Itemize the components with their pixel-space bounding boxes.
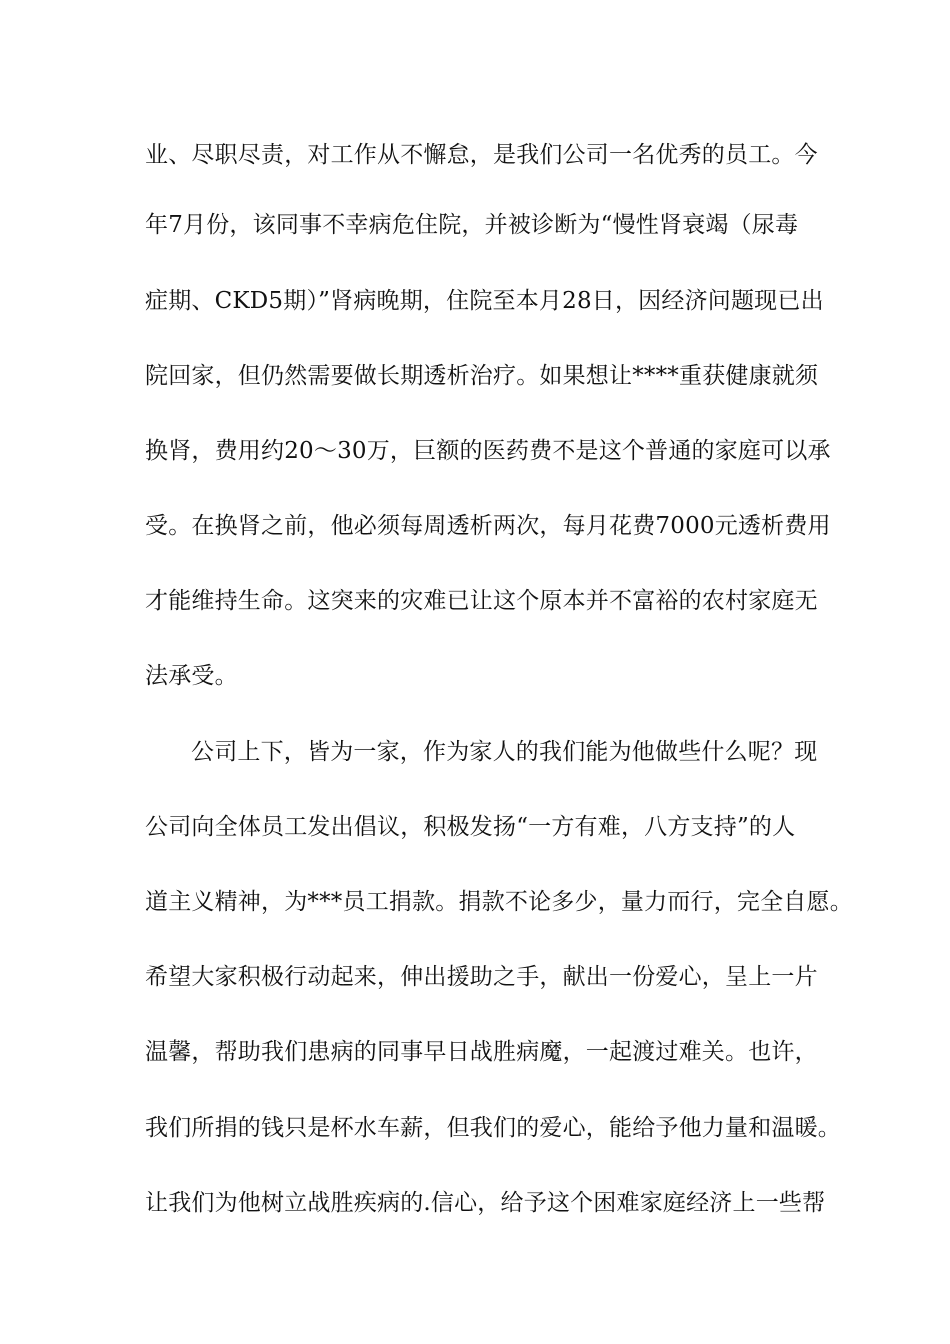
text-line-4: 院回家，但仍然需要做长期透析治疗。如果想让****重获健康就须	[145, 363, 819, 389]
text-line-1: 业、尽职尽责，对工作从不懈怠，是我们公司一名优秀的员工。今	[145, 142, 818, 168]
text-line-10: 公司向全体员工发出倡议，积极发扬“一方有难，八方支持”的人	[145, 814, 796, 840]
text-line-14: 我们所捐的钱只是杯水车薪，但我们的爱心，能给予他力量和温暖。	[145, 1115, 841, 1141]
text-line-6: 受。在换肾之前，他必须每周透析两次，每月花费7000元透析费用	[145, 513, 831, 539]
text-line-9-paragraph-start: 公司上下，皆为一家，作为家人的我们能为他做些什么呢？现	[191, 739, 818, 765]
text-line-7: 才能维持生命。这突来的灾难已让这个原本并不富裕的农村家庭无	[145, 588, 818, 614]
text-line-13: 温馨，帮助我们患病的同事早日战胜病魔，一起渡过难关。也许，	[145, 1039, 818, 1065]
text-line-8: 法承受。	[145, 663, 238, 689]
text-line-15: 让我们为他树立战胜疾病的.信心，给予这个困难家庭经济上一些帮	[145, 1190, 826, 1216]
text-line-11: 道主义精神，为***员工捐款。捐款不论多少，量力而行，完全自愿。	[145, 889, 853, 915]
text-line-5: 换肾，费用约20～30万，巨额的医药费不是这个普通的家庭可以承	[145, 438, 831, 464]
text-line-3: 症期、CKD5期）”肾病晚期，住院至本月28日，因经济问题现已出	[145, 288, 824, 314]
text-line-2: 年7月份，该同事不幸病危住院，并被诊断为“慢性肾衰竭（尿毒	[145, 212, 799, 238]
text-line-12: 希望大家积极行动起来，伸出援助之手，献出一份爱心，呈上一片	[145, 964, 818, 990]
